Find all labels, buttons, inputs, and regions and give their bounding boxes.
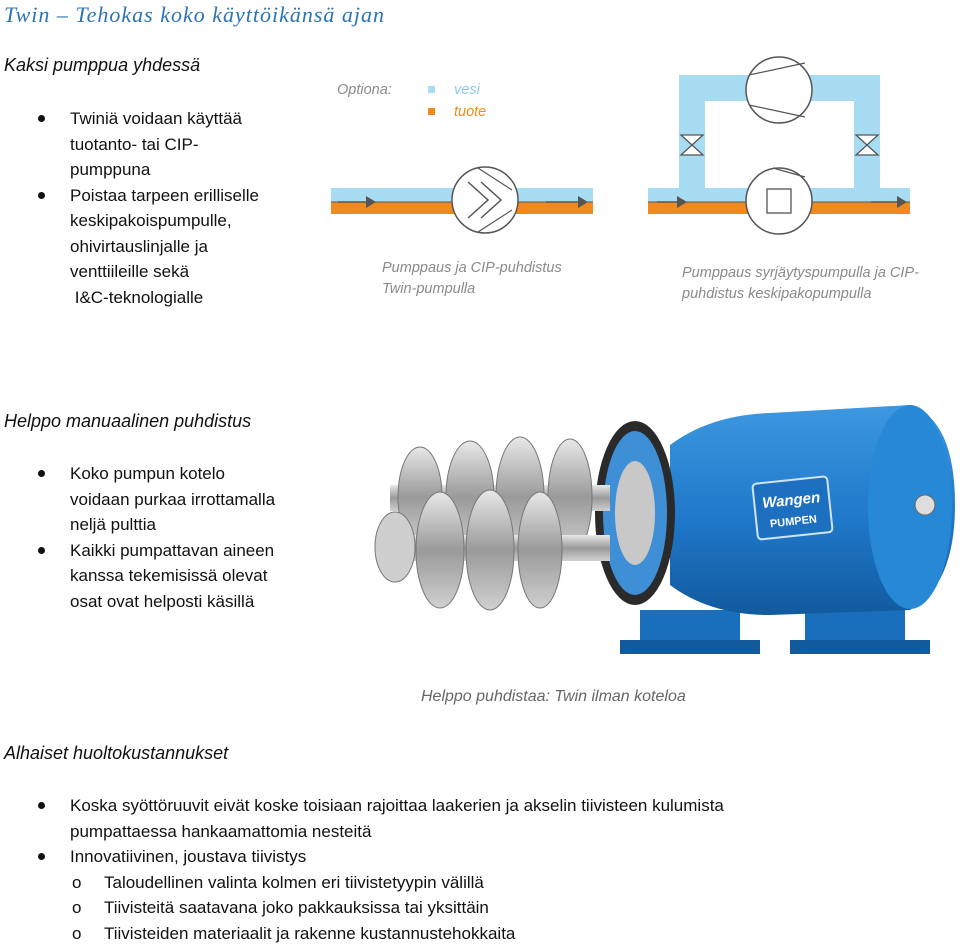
product-legend-swatch xyxy=(428,108,435,115)
list-item: Poistaa tarpeen erilliselle keskipakoispumpulle, ohivirtauslinjalle ja venttiileille sekä I&C-teknologialle xyxy=(36,183,336,311)
bolt-icon xyxy=(915,495,935,515)
list-item: Koska syöttöruuvit eivät koske toisiaan rajoittaa laakerien ja akselin tiivisteen kulumista xyxy=(36,793,936,819)
list-item: Innovatiivinen, joustava tiivistys xyxy=(36,844,936,870)
wangen-pumpen-logo xyxy=(752,476,832,540)
photo-caption: Helppo puhdistaa: Twin ilman koteloa xyxy=(421,688,686,705)
section-heading-manual-cleaning: Helppo manuaalinen puhdistus xyxy=(4,411,252,431)
twin-pump-photo xyxy=(350,385,960,675)
displacement-pump-icon xyxy=(746,168,812,234)
option-label: Optiona: xyxy=(337,82,392,98)
centrifugal-pump-icon xyxy=(746,57,812,123)
svg-text:PUMPEN: PUMPEN xyxy=(769,513,818,531)
separate-pumps-diagram xyxy=(645,55,917,245)
list-item-continuation: pumpattaessa hankaamattomia nesteitä xyxy=(70,821,372,841)
right-diagram-caption: Pumppaus syrjäytyspumpulla ja CIP- puhdistus keskipakopumpulla xyxy=(682,265,919,302)
bullet-list-two-pumps xyxy=(36,106,336,310)
product-legend-label: tuote xyxy=(454,104,487,120)
section-heading-two-pumps: Kaksi pumppua yhdessä xyxy=(4,55,201,75)
page-title: Twin – Tehokas koko käyttöikänsä ajan xyxy=(4,2,386,27)
sub-list-item: o Taloudellinen valinta kolmen eri tiivistetyypin välillä xyxy=(36,870,936,896)
twin-pump-diagram xyxy=(328,160,598,240)
list-item: Twiniä voidaan käyttää tuotanto- tai CIP- pumppuna xyxy=(36,106,336,183)
sub-list-item: o Tiivisteiden materiaalit ja rakenne kustannustehokkaita xyxy=(36,921,936,946)
bullet-list-maintenance xyxy=(36,793,936,946)
list-item: Kaikki pumpattavan aineen kanssa tekemisissä olevat osat ovat helposti käsillä xyxy=(36,538,336,615)
twin-pump-symbol-icon xyxy=(452,167,518,233)
water-legend-swatch xyxy=(428,86,435,93)
motor-end-cap xyxy=(868,405,952,609)
svg-text:Wangen: Wangen xyxy=(761,489,821,513)
left-diagram-caption: Pumppaus ja CIP-puhdistus Twin-pumpulla xyxy=(382,260,562,297)
bullet-list-manual-cleaning xyxy=(36,461,336,614)
sub-list-item: o Tiivisteitä saatavana joko pakkauksissa tai yksittäin xyxy=(36,895,936,921)
water-legend-label: vesi xyxy=(454,82,480,98)
section-heading-maintenance-costs: Alhaiset huoltokustannukset xyxy=(4,743,229,763)
list-item: Koko pumpun kotelo voidaan purkaa irrottamalla neljä pulttia xyxy=(36,461,336,538)
